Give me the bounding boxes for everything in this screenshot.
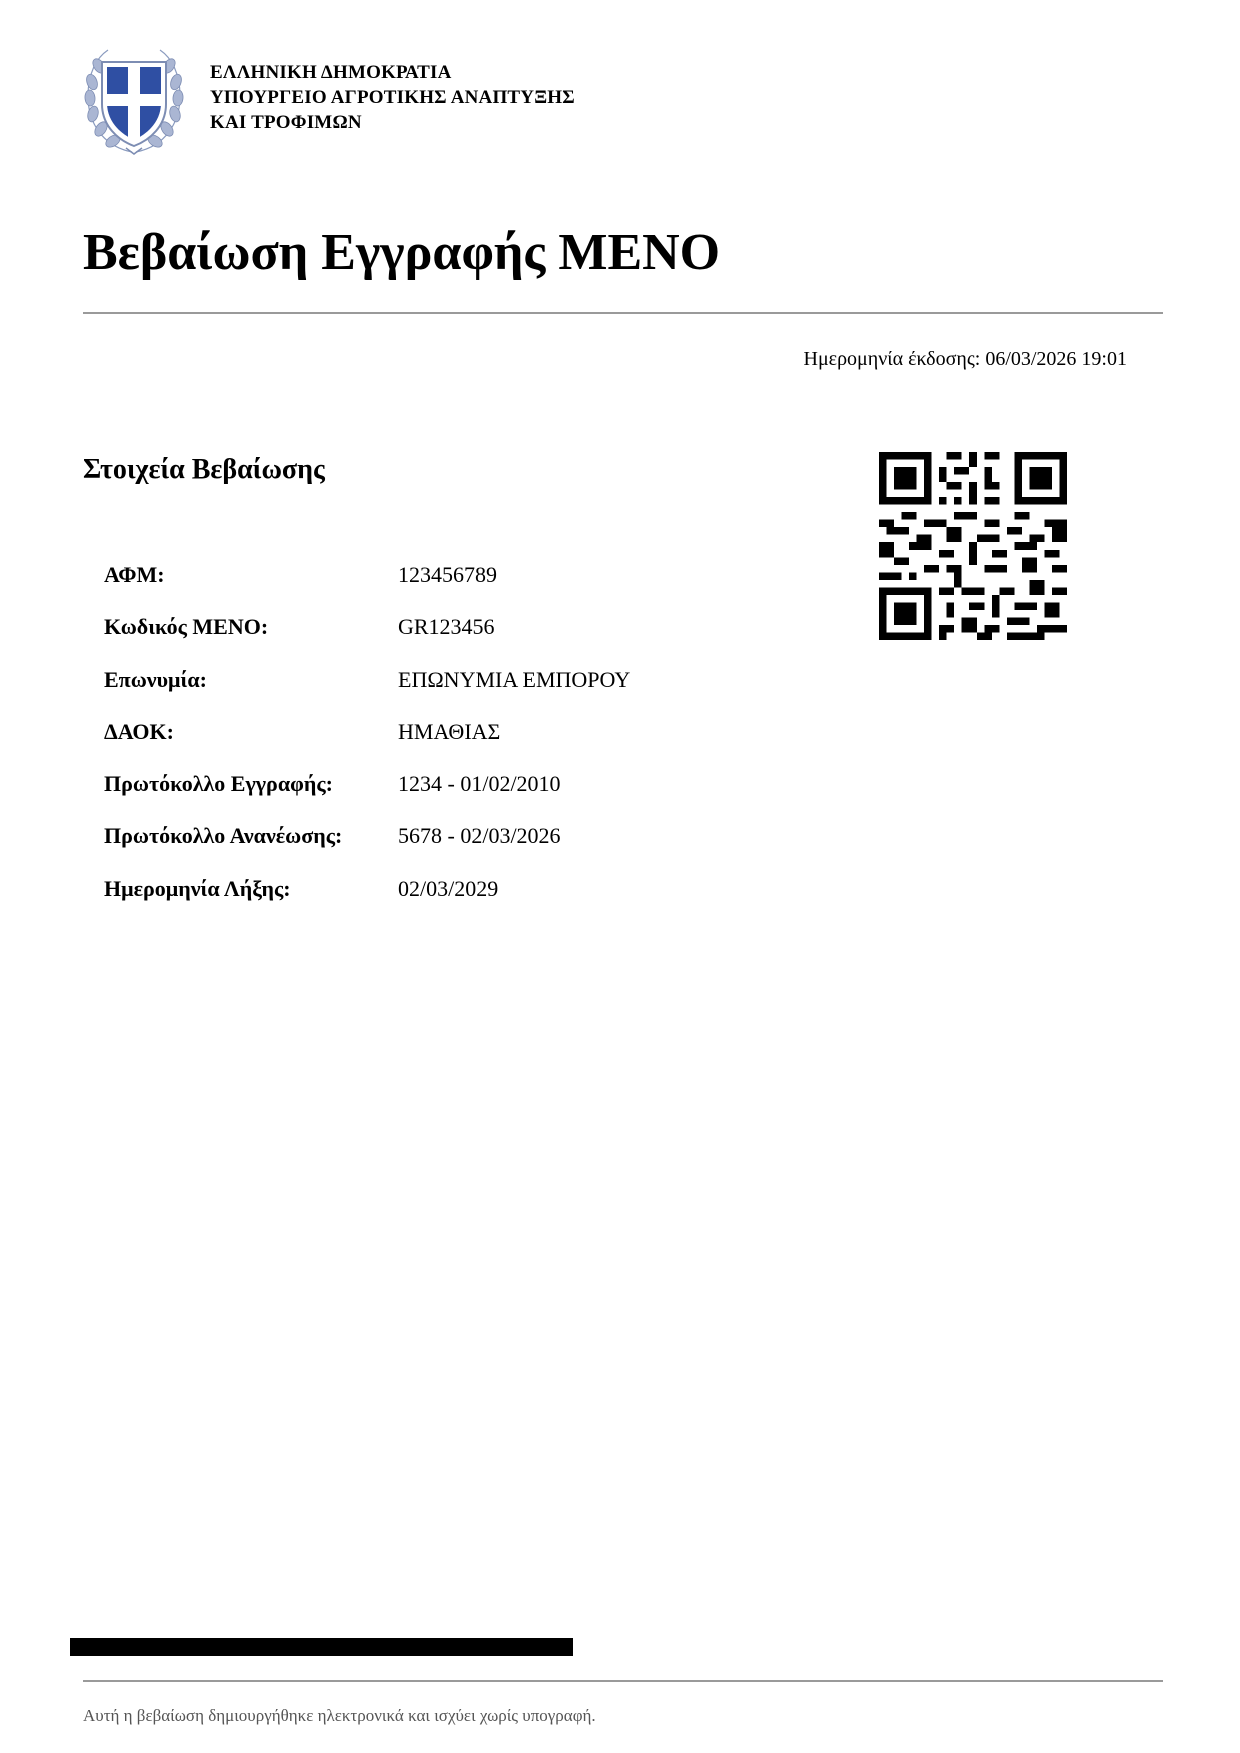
field-row-registration-protocol bbox=[104, 771, 630, 823]
field-label: Πρωτόκολλο Ανανέωσης: bbox=[104, 823, 343, 849]
field-row-business-name bbox=[104, 667, 630, 719]
footer-note: Αυτή η βεβαίωση δημιουργήθηκε ηλεκτρονικά και ισχύει χωρίς υπογραφή. bbox=[83, 1706, 596, 1725]
field-label: Επωνυμία: bbox=[104, 666, 207, 692]
field-value: 1234 - 01/02/2010 bbox=[398, 771, 561, 797]
field-value: ΕΠΩΝΥΜΙΑ ΕΜΠΟΡΟΥ bbox=[398, 666, 631, 692]
issuer-line-ministry: ΥΠΟΥΡΓΕΙΟ ΑΓΡΟΤΙΚΗΣ ΑΝΑΠΤΥΞΗΣ bbox=[210, 87, 575, 108]
title-divider bbox=[83, 312, 1163, 314]
field-label: Πρωτόκολλο Εγγραφής: bbox=[104, 771, 333, 797]
certificate-fields bbox=[104, 562, 630, 928]
qr-code-icon bbox=[879, 452, 1067, 640]
footer-divider bbox=[83, 1680, 1163, 1682]
field-row-afm bbox=[104, 562, 630, 614]
field-value: GR123456 bbox=[398, 614, 495, 640]
field-label: ΔΑΟΚ: bbox=[104, 718, 174, 744]
field-row-daok bbox=[104, 719, 630, 771]
field-label: Κωδικός ΜΕΝΟ: bbox=[104, 614, 269, 640]
redaction-bar bbox=[70, 1638, 573, 1656]
section-heading: Στοιχεία Βεβαίωσης bbox=[83, 454, 325, 485]
field-label: ΑΦΜ: bbox=[104, 562, 165, 587]
issuer-line-ministry-cont: ΚΑΙ ΤΡΟΦΙΜΩΝ bbox=[210, 112, 362, 133]
field-value: 5678 - 02/03/2026 bbox=[398, 823, 561, 849]
issue-date: Ημερομηνία έκδοσης: 06/03/2026 19:01 bbox=[803, 348, 1127, 370]
field-label: Ημερομηνία Λήξης: bbox=[104, 875, 291, 901]
issuer-header bbox=[210, 60, 575, 135]
field-value: 123456789 bbox=[398, 562, 497, 587]
field-value: 02/03/2029 bbox=[398, 875, 499, 901]
field-value: ΗΜΑΘΙΑΣ bbox=[398, 718, 501, 744]
field-row-renewal-protocol bbox=[104, 823, 630, 875]
field-row-expiry-date bbox=[104, 876, 630, 928]
issuer-line-country: ΕΛΛΗΝΙΚΗ ΔΗΜΟΚΡΑΤΙΑ bbox=[210, 62, 452, 83]
greek-coat-of-arms-icon bbox=[82, 42, 186, 158]
field-row-meno-code bbox=[104, 614, 630, 666]
document-title: Βεβαίωση Εγγραφής ΜΕΝΟ bbox=[83, 224, 721, 281]
